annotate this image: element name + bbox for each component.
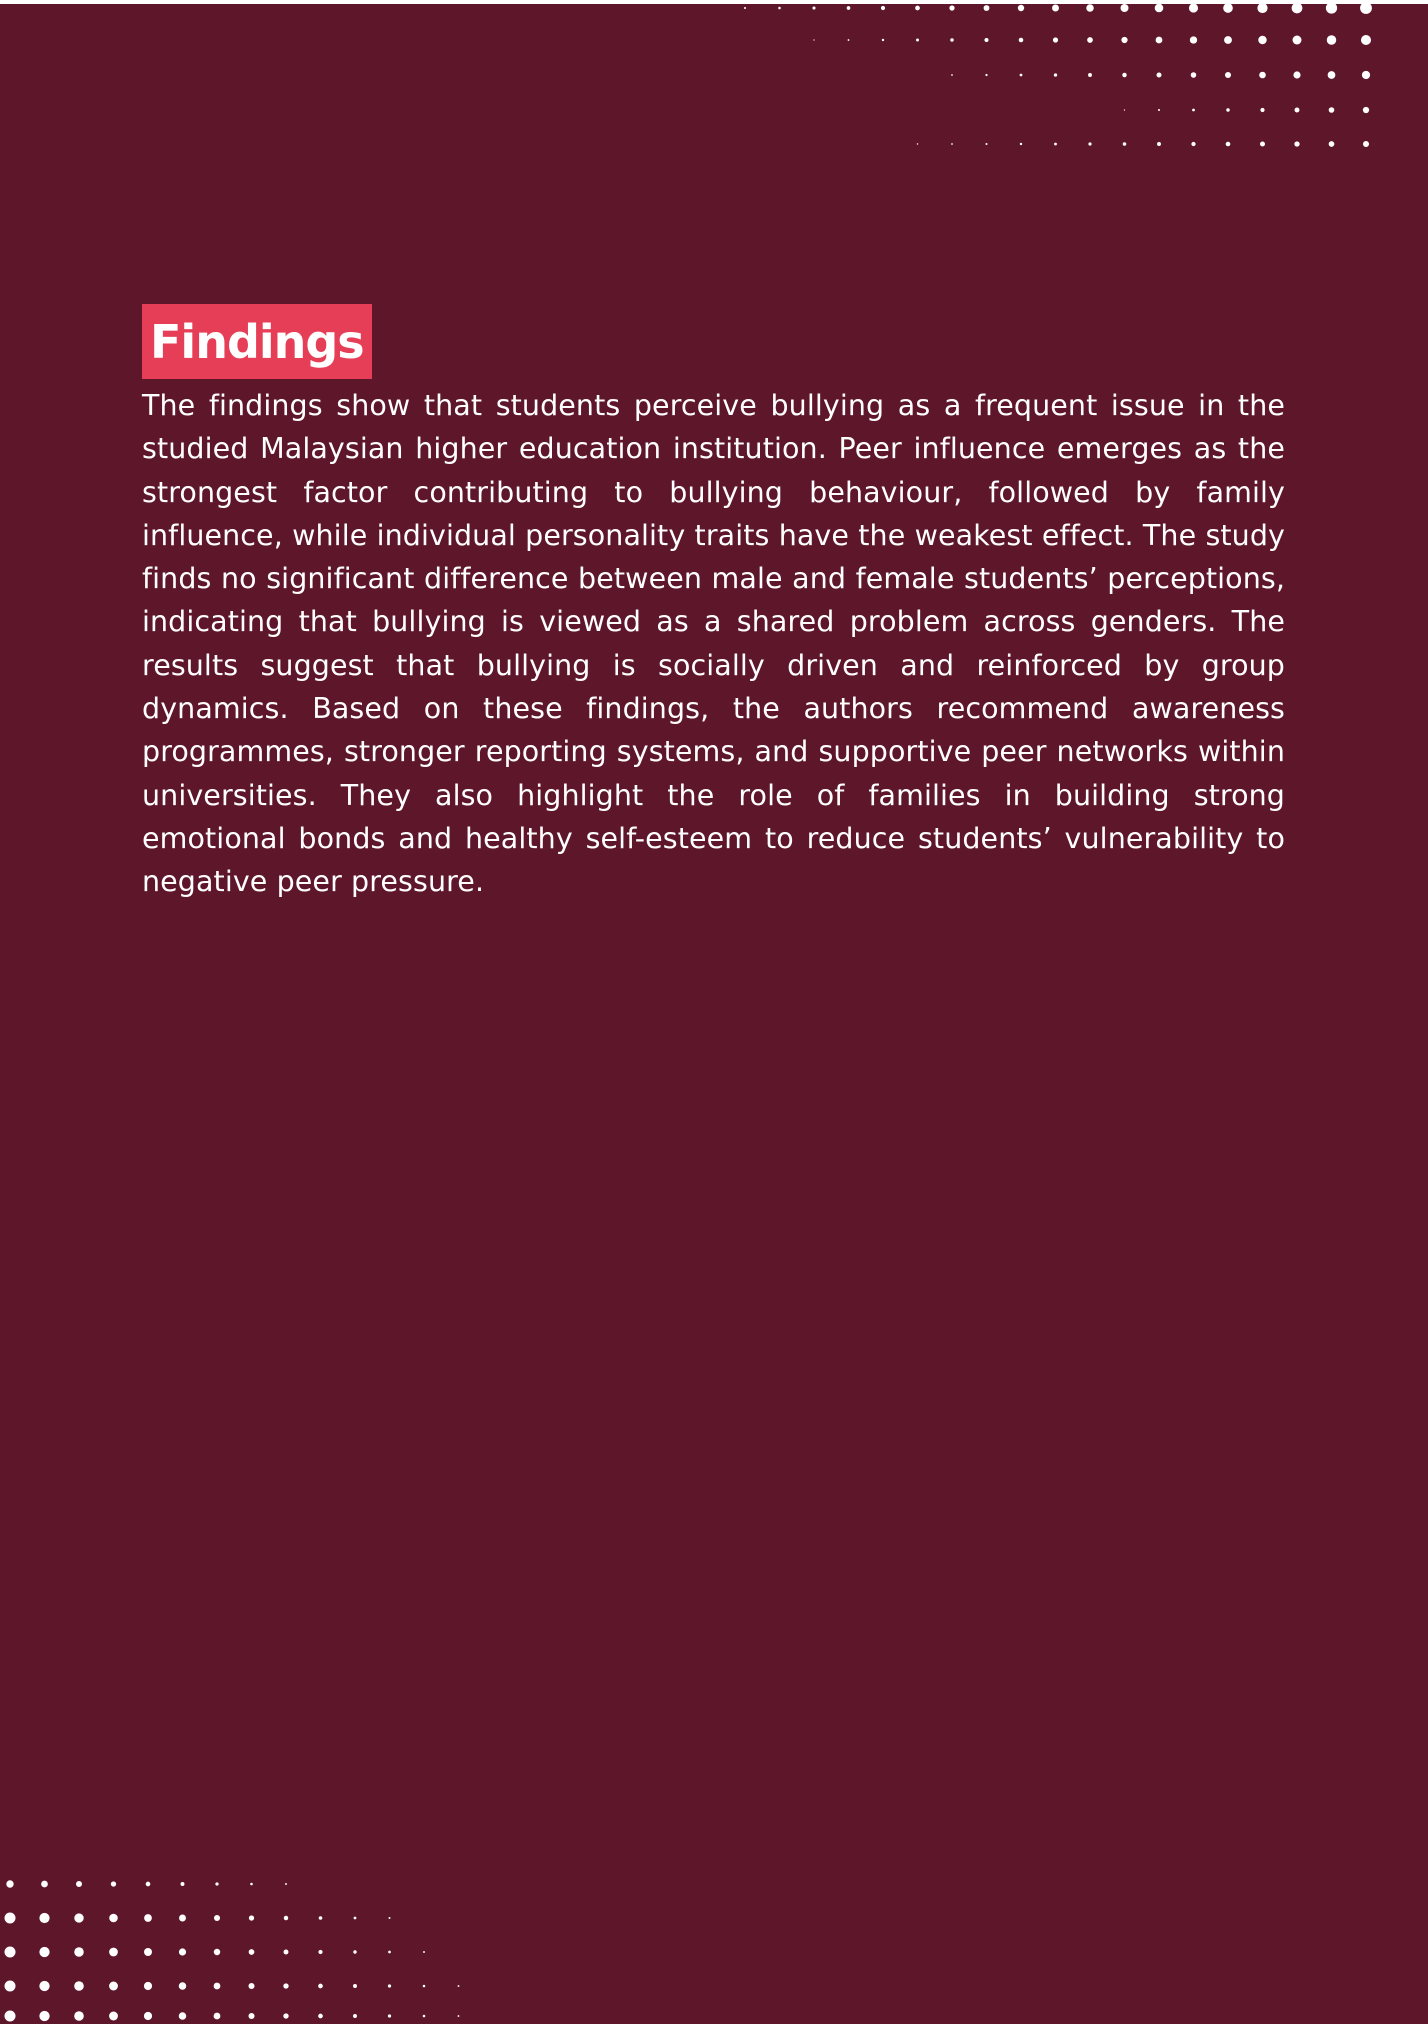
decorative-dot <box>423 1951 425 1953</box>
decorative-dot <box>179 2012 186 2019</box>
decorative-dot <box>214 2013 221 2020</box>
decorative-dot <box>916 39 919 42</box>
decorative-dot <box>985 143 987 145</box>
decorative-dot <box>951 74 953 76</box>
decorative-dot <box>1020 143 1022 145</box>
decorative-dot <box>318 2014 323 2019</box>
decorative-dot <box>812 6 815 9</box>
decorative-dot <box>1191 142 1195 146</box>
decorative-dot <box>111 1881 116 1886</box>
decorative-dot <box>179 1982 186 1989</box>
decorative-dot <box>6 1880 13 1887</box>
decorative-dot <box>1292 4 1303 13</box>
decorative-dot <box>283 2013 288 2018</box>
decorative-dot <box>1088 73 1092 77</box>
decorative-dot <box>5 1947 16 1958</box>
decorative-dot <box>1225 72 1231 78</box>
decorative-dot <box>5 2011 16 2022</box>
decorative-dot <box>353 2014 357 2018</box>
decorative-dot <box>284 1916 288 1920</box>
decorative-dot <box>985 74 987 76</box>
decorative-dot <box>1123 142 1127 146</box>
decorative-dot <box>1363 141 1369 147</box>
decorative-dot <box>423 1985 426 1988</box>
decorative-dot <box>847 6 851 10</box>
decorative-dot <box>1054 73 1057 76</box>
decorative-dot <box>74 2011 84 2021</box>
decorative-dot <box>5 1913 16 1924</box>
decorative-dot <box>1362 71 1370 79</box>
decorative-dot <box>881 6 885 10</box>
decorative-dot <box>181 1882 185 1886</box>
decorative-dot <box>1223 4 1233 13</box>
decorative-dot <box>285 1883 287 1885</box>
decorative-dot <box>1293 36 1302 45</box>
decorative-dot <box>1363 107 1369 113</box>
decorative-dot <box>1120 4 1128 12</box>
decorative-dot <box>1192 109 1195 112</box>
decorative-dot <box>318 1950 322 1954</box>
decorative-dot <box>1326 4 1337 14</box>
document-page <box>0 4 1428 2024</box>
decorative-dot <box>284 1950 289 1955</box>
decorative-dot <box>1052 5 1059 12</box>
decorative-dot <box>388 1951 391 1954</box>
decorative-dot <box>74 1981 84 1991</box>
decorative-dot <box>1020 74 1023 77</box>
decorative-dot <box>388 2014 391 2017</box>
decorative-dot <box>1088 142 1091 145</box>
decorative-dot <box>146 1882 151 1887</box>
decorative-dot <box>951 143 953 145</box>
decorative-dot <box>1224 36 1232 44</box>
decorative-dot <box>1158 109 1160 111</box>
decorative-dot <box>283 1983 288 1988</box>
decorative-dot <box>1327 35 1337 45</box>
decorative-dot <box>1156 37 1163 44</box>
decorative-dot <box>144 1982 152 1990</box>
decorative-dot <box>458 1985 460 1987</box>
decorative-dot <box>1189 4 1198 13</box>
decorative-dot <box>744 7 746 9</box>
decorative-dot <box>1086 4 1093 11</box>
decorative-dot <box>1257 4 1267 13</box>
decorative-dot <box>353 1984 357 1988</box>
decorative-dot <box>249 1915 254 1920</box>
decorative-dot <box>74 1913 83 1922</box>
decorative-dot <box>109 1982 118 1991</box>
decorative-dot <box>39 2011 49 2021</box>
decorative-dot <box>917 143 918 144</box>
decorative-dot <box>1053 37 1058 42</box>
decorative-dot <box>1329 141 1335 147</box>
decorative-dot <box>1019 38 1024 43</box>
decorative-dot <box>39 1913 49 1923</box>
decorative-dot <box>214 1949 220 1955</box>
decorative-dot <box>179 1948 186 1955</box>
decorative-dot <box>1124 109 1125 110</box>
decorative-dot <box>813 39 814 40</box>
decorative-dot <box>353 1950 356 1953</box>
decorative-dot <box>882 39 884 41</box>
decorative-dot <box>5 1981 16 1992</box>
decorative-dot <box>423 2015 426 2018</box>
decorative-dot <box>1293 71 1300 78</box>
decorative-dot <box>39 1981 49 1991</box>
decorative-dot <box>39 1947 49 1957</box>
decorative-dot <box>1157 142 1161 146</box>
decorative-dot <box>76 1881 82 1887</box>
decorative-dot <box>1155 4 1164 12</box>
decorative-dot <box>1294 141 1299 146</box>
decorative-dot <box>1190 36 1197 43</box>
decorative-dot <box>984 38 988 42</box>
decorative-dot <box>1226 108 1229 111</box>
decorative-dot <box>1329 107 1335 113</box>
decorative-dot <box>1191 72 1197 78</box>
decorative-dot <box>1328 71 1336 79</box>
decorative-dot <box>915 6 920 11</box>
decorative-dot <box>214 1915 220 1921</box>
decorative-dot <box>1260 108 1264 112</box>
section-heading: Findings <box>150 314 364 369</box>
decorative-dot <box>1295 108 1300 113</box>
findings-paragraph: The findings show that students perceive bullying as a frequent issue in the studied Malaysian higher education institution. Peer influence emerges as the strongest factor contributing to bullying behaviour, followed by family influence, while individual personality traits have the weakest effect. The study finds no significant difference between male and female students’ perceptions, indicating that bullying is viewed as a shared problem across genders. The results suggest that bullying is socially driven and reinforced by group dynamics. Based on these findings, the authors recommend awareness programmes, stronger reporting systems, and supportive peer networks within universities. They also highlight the role of families in building strong emotional bonds and healthy self-esteem to reduce students’ vulnerability to negative peer pressure. <box>142 389 1285 899</box>
decorative-dot <box>109 1914 118 1923</box>
decorative-dot <box>109 1948 118 1957</box>
decorative-dot <box>984 5 990 11</box>
decorative-dot <box>1260 142 1265 147</box>
decorative-dot <box>318 1984 323 1989</box>
decorative-dot <box>1258 36 1266 44</box>
decorative-dot <box>248 1983 254 1989</box>
decorative-dot <box>214 1983 221 1990</box>
decorative-dot <box>1087 37 1093 43</box>
decorative-dot <box>388 1984 391 1987</box>
decorative-dot <box>1054 143 1057 146</box>
decorative-dot <box>248 2013 254 2019</box>
decorative-dot <box>74 1947 83 1956</box>
decorative-dot <box>1122 73 1126 77</box>
decorative-dot <box>249 1949 255 1955</box>
decorative-dot <box>179 1915 186 1922</box>
decorative-dot <box>389 1917 391 1919</box>
decorative-dot <box>458 2015 460 2017</box>
decorative-dot <box>848 39 850 41</box>
decorative-dot <box>215 1882 218 1885</box>
decorative-dot <box>250 1883 253 1886</box>
decorative-dot <box>1157 73 1162 78</box>
decorative-dot <box>778 7 781 10</box>
decorative-dot <box>319 1916 323 1920</box>
decorative-dot <box>949 5 954 10</box>
decorative-dot <box>1360 4 1372 14</box>
decorative-dot <box>144 1948 152 1956</box>
decorative-dot <box>1121 37 1127 43</box>
decorative-dot <box>1361 35 1371 45</box>
decorative-dot <box>144 2012 152 2020</box>
decorative-dot <box>1226 142 1231 147</box>
decorative-dot <box>1018 5 1024 11</box>
decorative-dot <box>1259 72 1266 79</box>
decorative-dot <box>950 38 953 41</box>
decorative-dot <box>144 1914 152 1922</box>
section-heading-badge <box>142 304 372 379</box>
decorative-dot <box>41 1881 48 1888</box>
decorative-dot <box>354 1917 357 1920</box>
decorative-dot <box>109 2012 118 2021</box>
